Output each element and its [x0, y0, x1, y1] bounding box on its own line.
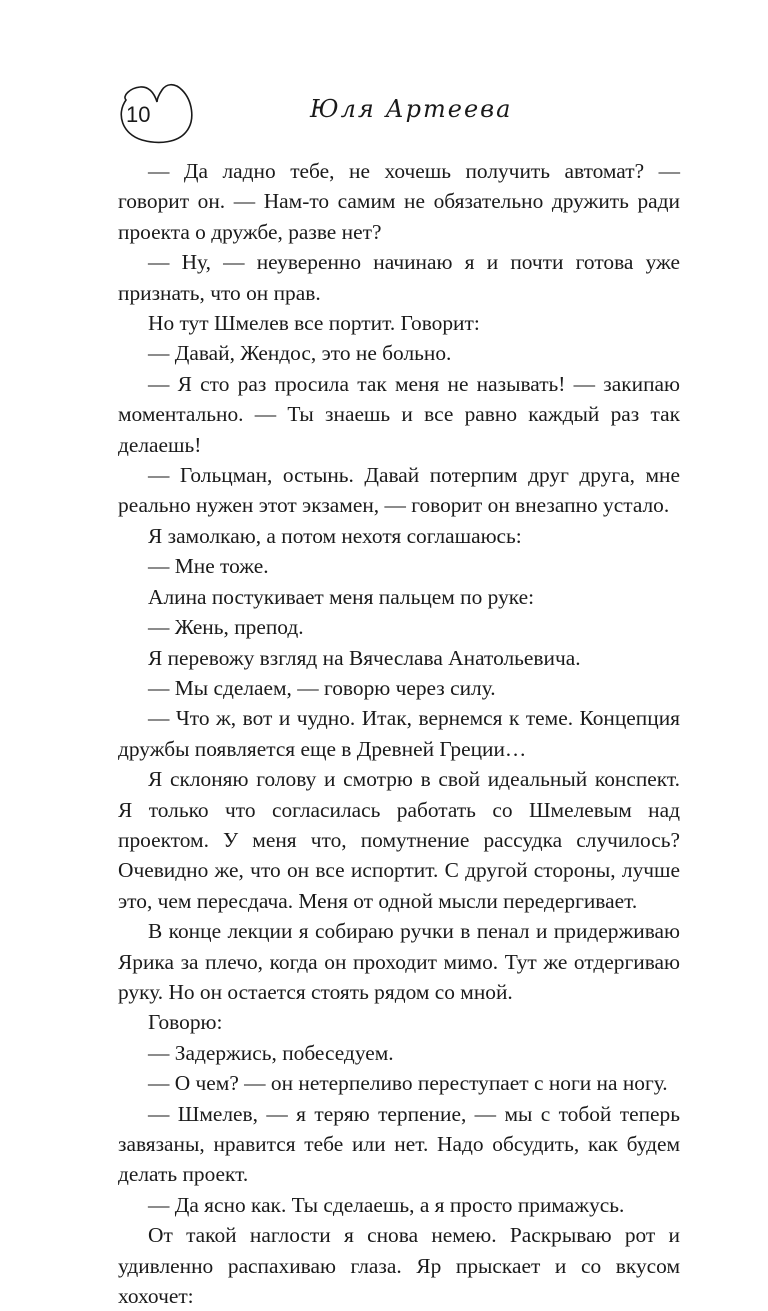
- paragraph: — Давай, Жендос, это не больно.: [148, 341, 452, 366]
- paragraph: Я склоняю голову и смотрю в свой идеальный конспект. Я только что согласилась работать со Шмелевым над проектом. У меня что, помутнение рассудка случилось? Очевидно же, что он все испортит. С другой стороны, лучше это, чем пересдача. Меня от одной мысли передергивает.: [118, 767, 680, 913]
- paragraph: Алина постукивает меня пальцем по руке:: [148, 584, 535, 609]
- paragraph: В конце лекции я собираю ручки в пенал и придерживаю Ярика за плечо, когда он проходит мимо. Тут же отдергиваю руку. Но он остается стоять рядом со мной.: [118, 919, 680, 1004]
- paragraph: — Жень, препод.: [148, 615, 304, 640]
- paragraph: Но тут Шмелев все портит. Говорит:: [148, 311, 480, 336]
- paragraph: — Шмелев, — я теряю терпение, — мы с тобой теперь завязаны, нравится тебе или нет. Надо обсудить, как будем делать проект.: [118, 1101, 680, 1187]
- paragraph: — Ну, — неуверенно начинаю я и почти готова уже признать, что он прав.: [118, 250, 680, 305]
- paragraph: — Мы сделаем, — говорю через силу.: [148, 675, 496, 700]
- paragraph: — Я сто раз просила так меня не называть! — закипаю моментально. — Ты знаешь и все равно каждый раз так делаешь!: [118, 371, 680, 457]
- paragraph: От такой наглости я снова немею. Раскрываю рот и удивленно распахиваю глаза. Яр прыскает и со вкусом хохочет:: [118, 1223, 680, 1309]
- body-text: [118, 156, 680, 1311]
- paragraph: — Задержись, побеседуем.: [148, 1040, 394, 1065]
- paragraph: — Да ладно тебе, не хочешь получить автомат? — говорит он. — Нам-то самим не обязательно дружить ради проекта о дружбе, разве нет?: [118, 159, 680, 244]
- paragraph: — Что ж, вот и чудно. Итак, вернемся к теме. Концепция дружбы появляется еще в Древней Греции…: [118, 706, 680, 761]
- author-running-head: Юля Артеева: [310, 95, 513, 123]
- paragraph: Я замолкаю, а потом нехотя соглашаюсь:: [148, 523, 522, 548]
- page-number: 10: [126, 102, 151, 127]
- paragraph: — О чем? — он нетерпеливо переступает с ноги на ногу.: [148, 1071, 668, 1096]
- paragraph: — Мне тоже.: [148, 554, 269, 579]
- paragraph: Я перевожу взгляд на Вячеслава Анатольевича.: [148, 645, 581, 670]
- paragraph: — Гольцман, остынь. Давай потерпим друг друга, мне реально нужен этот экзамен, — говорит он внезапно устало.: [118, 463, 680, 518]
- paragraph: Говорю:: [148, 1010, 223, 1035]
- paragraph: — Да ясно как. Ты сделаешь, а я просто примажусь.: [148, 1192, 625, 1217]
